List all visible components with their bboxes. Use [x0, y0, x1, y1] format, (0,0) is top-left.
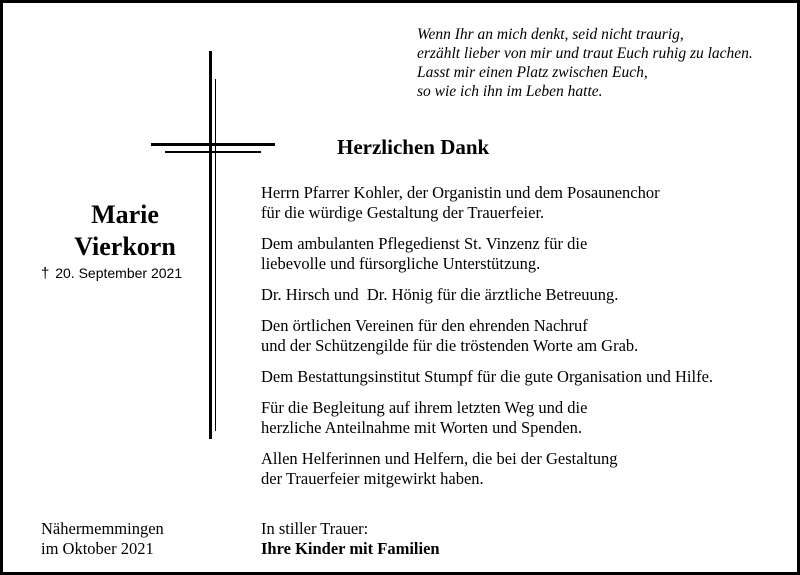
poem [417, 25, 753, 101]
thanks-line: Den örtlichen Vereinen für den ehrenden Nachruf [261, 316, 588, 335]
thanks-paragraph [261, 367, 791, 387]
thanks-list [261, 183, 791, 500]
thanks-paragraph [261, 285, 791, 305]
poem-line: so wie ich ihn im Leben hatte. [417, 83, 603, 100]
last-name: Vierkorn [74, 232, 176, 261]
first-name: Marie [91, 200, 159, 229]
thanks-line: Dem ambulanten Pflegedienst St. Vinzenz für die [261, 234, 588, 253]
thanks-line: für die würdige Gestaltung der Trauerfeier. [261, 203, 545, 222]
thanks-line: Dr. Hirsch und Dr. Hönig für die ärztliche Betreuung. [261, 285, 619, 304]
deceased-name [43, 199, 207, 263]
closing-signature [261, 519, 440, 559]
thanks-line: und der Schützengilde für die tröstenden Worte am Grab. [261, 336, 639, 355]
thanks-paragraph [261, 234, 791, 274]
thanks-line: Für die Begleitung auf ihrem letzten Weg und die [261, 398, 588, 417]
signed-by: Ihre Kinder mit Familien [261, 539, 440, 558]
cross-vertical-thin-bar [215, 79, 216, 431]
thanks-line: der Trauerfeier mitgewirkt haben. [261, 469, 484, 488]
cross-horizontal-thin-bar [165, 151, 261, 153]
closing-intro: In stiller Trauer: [261, 519, 369, 538]
thanks-paragraph [261, 316, 791, 356]
death-date-line [41, 265, 182, 282]
notice-date: im Oktober 2021 [41, 539, 154, 558]
thanks-line: Herrn Pfarrer Kohler, der Organistin und dem Posaunenchor [261, 183, 660, 202]
notice-heading: Herzlichen Dank [337, 135, 490, 159]
thanks-paragraph [261, 398, 791, 438]
cross-vertical-bar [209, 51, 212, 439]
death-date: 20. September 2021 [55, 265, 183, 281]
thanks-line: liebevolle und fürsorgliche Unterstützung. [261, 254, 541, 273]
cross-horizontal-bar [151, 143, 275, 146]
poem-line: Lasst mir einen Platz zwischen Euch, [417, 64, 648, 81]
town: Nähermemmingen [41, 519, 164, 538]
thanks-line: Dem Bestattungsinstitut Stumpf für die gute Organisation und Hilfe. [261, 367, 714, 386]
dagger-icon: † [41, 265, 50, 282]
thanks-line: Allen Helferinnen und Helfern, die bei der Gestaltung [261, 449, 618, 468]
thanks-paragraph [261, 449, 791, 489]
poem-line: erzählt lieber von mir und traut Euch ruhig zu lachen. [417, 45, 753, 62]
poem-line: Wenn Ihr an mich denkt, seid nicht traurig, [417, 26, 684, 43]
place-and-date [41, 519, 164, 559]
thanks-paragraph [261, 183, 791, 223]
thanks-line: herzliche Anteilnahme mit Worten und Spenden. [261, 418, 582, 437]
